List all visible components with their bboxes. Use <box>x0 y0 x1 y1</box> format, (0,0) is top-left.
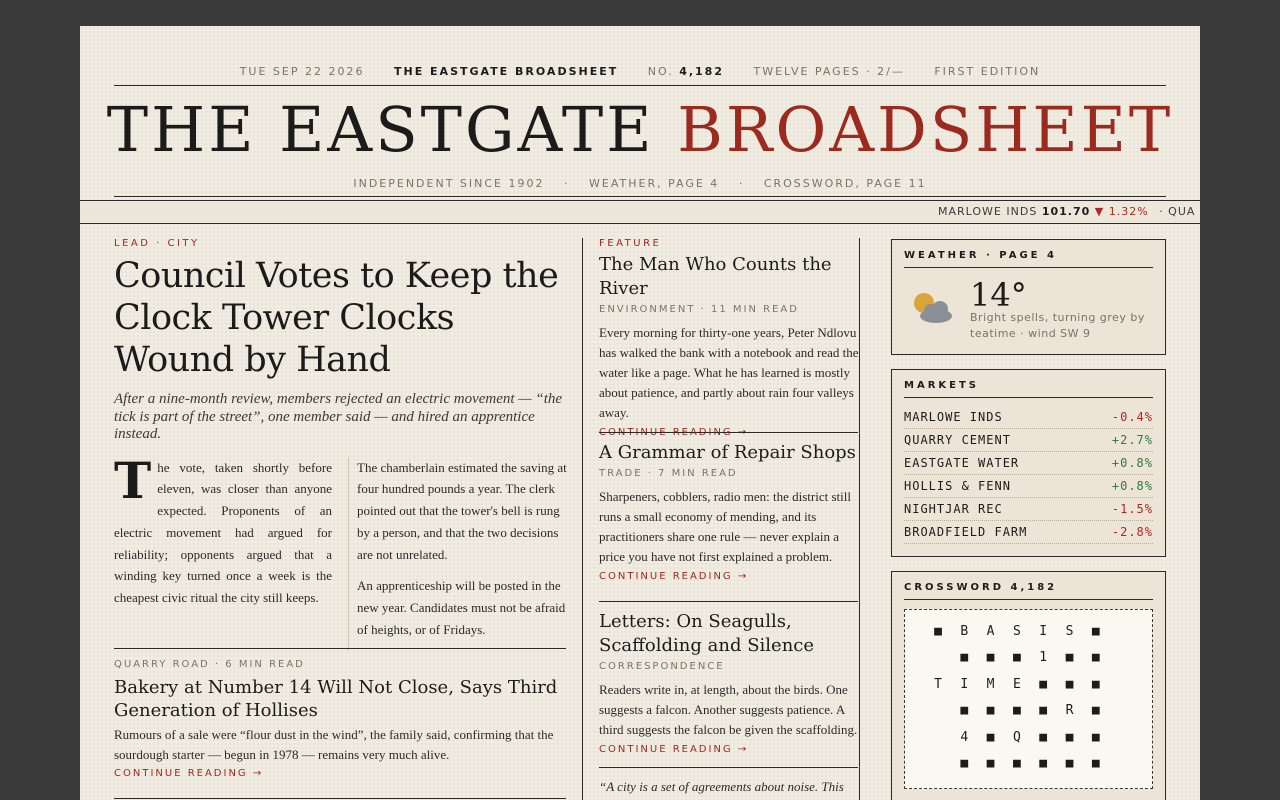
edition-name: FIRST EDITION <box>934 65 1041 78</box>
crossword-black-cell: ■ <box>1091 729 1100 745</box>
edition-pages: TWELVE PAGES · 2/— <box>753 65 905 78</box>
partly-cloudy-icon <box>910 290 956 326</box>
crossword-black-cell: ■ <box>1012 650 1021 666</box>
edition-line <box>80 65 1200 78</box>
divider <box>599 432 858 433</box>
letters-continue-link[interactable]: CONTINUE READING → <box>599 744 749 755</box>
lead-col1-text: he vote, taken shortly before eleven, was closer than anyone expected. Proponents of an electric movement had argued for reliability; opponents argued that a winding key turned once a week is the cheapest civic ritual the city still keeps. <box>114 459 332 606</box>
middle-column <box>582 238 860 800</box>
crossword-black-cell: ■ <box>1065 650 1074 666</box>
crossword-black-cell: ■ <box>1012 756 1021 771</box>
weather-description: Bright spells, turning grey by teatime · wind SW 9 <box>970 311 1145 340</box>
ticker-change: 1.32% <box>1108 205 1149 218</box>
market-change: +0.8% <box>1111 456 1153 470</box>
market-name: NIGHTJAR REC <box>904 502 1003 516</box>
ticker-next: · QUA <box>1159 205 1196 218</box>
market-name: MARLOWE INDS <box>904 410 1003 424</box>
repair-headline[interactable]: A Grammar of Repair Shops <box>599 442 856 463</box>
down-arrow-icon: ▼ <box>1094 205 1105 218</box>
divider <box>599 601 858 602</box>
market-change: +2.7% <box>1111 433 1153 447</box>
lead-body <box>114 450 567 642</box>
crossword-cell[interactable]: I <box>960 676 969 692</box>
letters-body: Readers write in, at length, about the birds. One suggests a falcon. Another suggests patience. A third suggests the falcon be given the scaffolding. <box>599 682 858 737</box>
crossword-cell[interactable]: I <box>1039 624 1048 639</box>
divider <box>599 767 858 768</box>
market-name: QUARRY CEMENT <box>904 433 1011 447</box>
feature-body: Every morning for thirty-one years, Peter Ndlovu has walked the bank with a notebook and read the water like a page. What he has learned is mostly about patience, and partly about rain four valleys away. <box>599 325 859 420</box>
crossword-black-cell: ■ <box>1012 703 1021 719</box>
subline-since: INDEPENDENT SINCE 1902 <box>353 177 545 190</box>
market-ticker <box>80 200 1200 224</box>
market-row[interactable] <box>904 452 1153 475</box>
masthead-subline <box>80 177 1200 190</box>
market-change: -2.8% <box>1111 525 1153 539</box>
market-change: -0.4% <box>1111 410 1153 424</box>
edition-number-label: NO. <box>647 65 674 78</box>
lead-column-2 <box>348 457 567 651</box>
masthead <box>80 90 1200 170</box>
lead-col2-p2: An apprenticeship will be posted in the new year. Candidates must not be afraid of heights, or of Fridays. <box>357 578 566 638</box>
edition-number: 4,182 <box>679 65 724 78</box>
second-body: Rumours of a sale were “flour dust in the wind”, the family said, confirming that the sourdough starter — begun in 1978 — remains very much alive. <box>114 727 554 762</box>
market-row[interactable] <box>904 475 1153 498</box>
second-story <box>114 659 566 779</box>
market-name: EASTGATE WATER <box>904 456 1020 470</box>
crossword-black-cell: ■ <box>1065 676 1074 692</box>
market-change: +0.8% <box>1111 479 1153 493</box>
crossword-black-cell: ■ <box>960 756 969 771</box>
letters-meta: CORRESPONDENCE <box>599 661 725 672</box>
crossword-grid[interactable] <box>904 609 1153 789</box>
crossword-heading: CROSSWORD 4,182 <box>904 582 1153 600</box>
drop-cap: T <box>114 450 152 510</box>
crossword-cell[interactable]: M <box>986 676 995 692</box>
market-row[interactable] <box>904 521 1153 544</box>
crossword-cell[interactable]: S <box>1065 624 1074 639</box>
separator: · <box>564 177 570 190</box>
divider <box>114 85 1166 86</box>
lead-headline[interactable]: Council Votes to Keep the Clock Tower Clocks Wound by Hand <box>114 256 559 380</box>
edition-paper-name: THE EASTGATE BROADSHEET <box>393 65 619 78</box>
divider <box>114 196 1166 197</box>
crossword-black-cell: ■ <box>986 650 995 666</box>
crossword-box[interactable] <box>891 571 1166 800</box>
crossword-cell[interactable]: B <box>960 624 969 639</box>
crossword-black-cell: ■ <box>1091 676 1100 692</box>
separator: · <box>738 177 745 190</box>
repair-meta: TRADE · 7 MIN READ <box>599 468 738 479</box>
crossword-cell[interactable]: 1 <box>1039 650 1048 666</box>
market-row[interactable] <box>904 406 1153 429</box>
crossword-black-cell: ■ <box>934 624 942 639</box>
feature-meta: ENVIRONMENT · 11 MIN READ <box>599 304 799 315</box>
ticker-value: 101.70 <box>1041 205 1091 218</box>
crossword-cell[interactable]: R <box>1065 703 1074 719</box>
market-name: HOLLIS & FENN <box>904 479 1011 493</box>
crossword-cell[interactable]: Q <box>1012 729 1021 745</box>
masthead-red: BROADSHEET <box>677 93 1174 166</box>
market-row[interactable] <box>904 498 1153 521</box>
second-headline[interactable]: Bakery at Number 14 Will Not Close, Says Third Generation of Hollises <box>114 677 558 721</box>
markets-box <box>891 369 1166 557</box>
edition-date: TUE SEP 22 2026 <box>239 65 365 78</box>
crossword-black-cell: ■ <box>1091 624 1100 639</box>
subline-crossword-link[interactable]: CROSSWORD, PAGE 11 <box>763 177 927 190</box>
letters-story <box>599 610 859 755</box>
crossword-black-cell: ■ <box>1065 729 1074 745</box>
crossword-cell[interactable]: A <box>986 624 995 639</box>
second-meta: QUARRY ROAD · 6 MIN READ <box>114 659 305 670</box>
newspaper-page <box>80 26 1200 800</box>
lead-column-1 <box>114 450 332 610</box>
crossword-black-cell: ■ <box>986 729 995 745</box>
weather-heading: WEATHER · PAGE 4 <box>904 250 1153 268</box>
crossword-cell[interactable]: E <box>1012 676 1021 692</box>
feature-headline[interactable]: The Man Who Counts the River <box>599 254 832 299</box>
ticker-item <box>938 205 1195 218</box>
crossword-cell[interactable]: S <box>1012 624 1021 639</box>
repair-continue-link[interactable]: CONTINUE READING → <box>599 571 749 582</box>
crossword-black-cell: ■ <box>1039 729 1048 745</box>
market-change: -1.5% <box>1111 502 1153 516</box>
masthead-dark: THE EASTGATE <box>106 93 655 166</box>
weather-temperature: 14° <box>970 276 1027 314</box>
crossword-black-cell: ■ <box>1039 703 1048 719</box>
letters-headline[interactable]: Letters: On Seagulls, Scaffolding and Silence <box>599 611 815 656</box>
feature-kicker: FEATURE <box>599 238 662 249</box>
crossword-black-cell: ■ <box>960 650 969 666</box>
crossword-black-cell: ■ <box>1091 650 1100 666</box>
weather-box[interactable] <box>891 239 1166 355</box>
crossword-black-cell: ■ <box>1065 756 1074 771</box>
crossword-cell[interactable]: T <box>934 676 942 692</box>
crossword-black-cell: ■ <box>1039 756 1048 771</box>
lead-standfirst: After a nine-month review, members rejected an electric movement — “the tick is part of the street”, one member said — and hired an apprentice instead. <box>114 391 563 442</box>
lead-kicker: LEAD · CITY <box>114 238 200 249</box>
crossword-black-cell: ■ <box>1091 756 1100 771</box>
lead-column <box>114 238 567 779</box>
lead-col2-p1: The chamberlain estimated the saving at four hundred pounds a year. The clerk pointed out that the tower's bell is rung by a person, and that the two decisions are not unrelated. <box>357 459 567 562</box>
crossword-black-cell: ■ <box>986 756 995 771</box>
crossword-black-cell: ■ <box>1091 703 1100 719</box>
pull-quote: “A city is a set of agreements about noise. This <box>599 779 844 794</box>
ticker-name: MARLOWE INDS <box>938 205 1038 218</box>
subline-weather-link[interactable]: WEATHER, PAGE 4 <box>589 177 720 190</box>
second-continue-link[interactable]: CONTINUE READING → <box>114 768 264 779</box>
repair-story <box>599 441 859 582</box>
crossword-black-cell: ■ <box>960 703 969 719</box>
market-name: BROADFIELD FARM <box>904 525 1028 539</box>
crossword-cell[interactable]: 4 <box>960 729 969 745</box>
markets-heading: MARKETS <box>904 380 1153 398</box>
crossword-black-cell: ■ <box>1039 676 1048 692</box>
divider <box>114 648 566 649</box>
market-row[interactable] <box>904 429 1153 452</box>
divider <box>114 798 566 799</box>
feature-story <box>599 238 859 438</box>
crossword-black-cell: ■ <box>986 703 995 719</box>
repair-body: Sharpeners, cobblers, radio men: the district still runs a small economy of mending, and its practitioners share one rule — never explain a price you have not first explained a problem. <box>599 489 851 564</box>
